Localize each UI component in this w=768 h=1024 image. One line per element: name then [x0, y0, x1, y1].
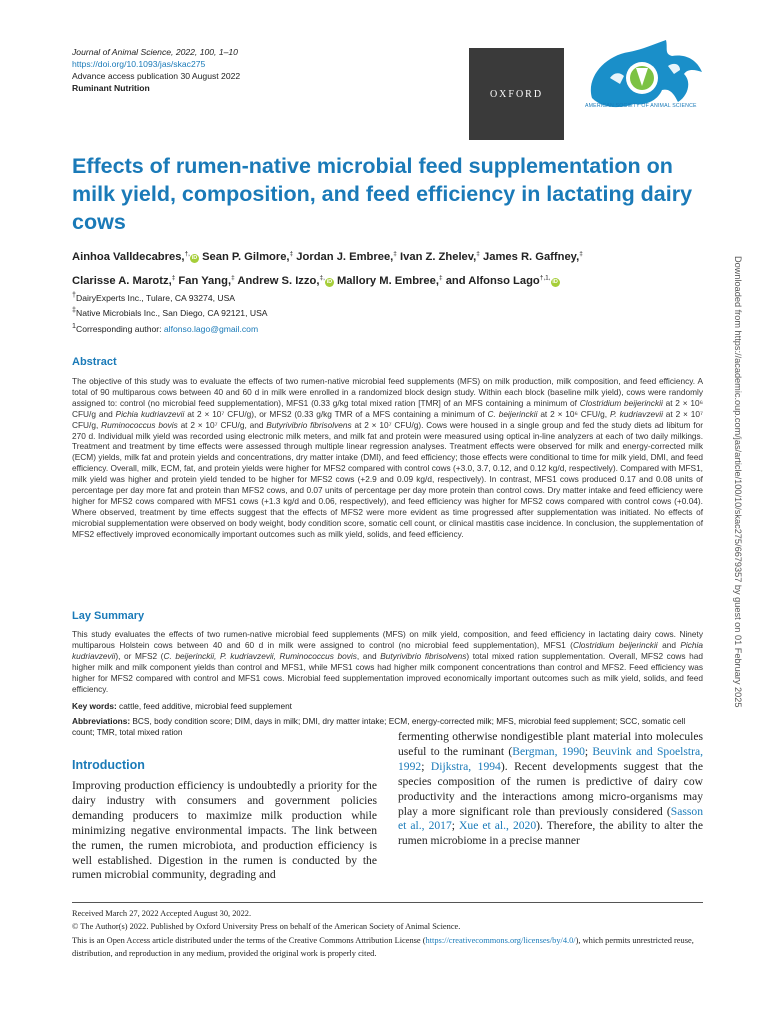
author[interactable]: Ainhoa Valldecabres,†,iD	[72, 250, 198, 263]
section-label: Ruminant Nutrition	[72, 83, 150, 93]
author[interactable]: and Alfonso Lago$^{\dagger,1,}$iD	[445, 274, 558, 288]
society-name: AMERICAN SOCIETY OF ANIMAL SCIENCE	[585, 103, 697, 109]
citation-link[interactable]: Sasson et al., 2017	[398, 804, 703, 833]
abstract-body: The objective of this study was to evaluate the effects of two rumen-native microbial feed supplements (MFS) on milk production, milk composition, and feed efficiency. A total of 90 multiparous cows between 40 and 60 d in milk were enrolled in a randomized block design study. Within each block (baseline milk yield), cows were randomly assigned to: control (no microbial feed supplementation), MFS1 (0.33 g/kg total mixed ration [TMR] of an MFS containing a minimum of Clostridium beijerinckii at 2 × 10⁶ CFU/g and Pichia kudriavzevii at 2 × 10⁷ CFU/g), or MFS2 (0.33 g/kg TMR of a MFS containing a minimum of C. beijerinckii at 2 × 10⁶ CFU/g, P. kudriavzevii at 2 × 10⁷ CFU/g, Ruminococcus bovis at 2 × 10⁷ CFU/g, and Butyrivibrio fibrisolvens at 2 × 10⁷ CFU/g). Cows were housed in a single group and fed the study diets ad libitum for 270 d. Individual milk yield was recorded using electronic milk meters, and milk fat and protein were measured using optical in-line analyzers at each of two daily milkings. Treatment and treatment by time effects were assessed through multiple linear regression analyses. Treatment effects were observed for milk and energy-corrected milk (ECM) yields, milk fat and protein yields and concentrations, dry matter intake (DMI), and feed efficiency; those effects were conditional to time for milk yield, DMI, and feed efficiency. Overall, milk, ECM, fat, and protein yields were higher for MFS2 compared with control cows (+3.0, 3.7, 0.12, and 0.12 kg/d, respectively). Compared with MFS1, milk yield was higher and protein yield tended to be higher for MFS2 cows (+2.9 and 0.09 kg/d, respectively). In contrast, MFS1 cows produced 0.17 and 0.08 units of percentage per day more fat and protein than MFS2 cows, and 0.07 units of percentage per day more protein than control cows. Dry matter intake and feed efficiency were higher for MFS2 cows compared with MFS1 cows (+1.3 kg/d and 0.06, respectively), and feed efficiency was higher for MFS2 cows compared with control cows (+0.04). Where observed, treatment by time effects suggest that the effects of MFS2 were more evident as time progressed after supplementation was initiated. No effects of microbial supplementation were observed on body weight, body condition score, somatic cell count, or clinical mastitis case incidence. In conclusion, the supplementation of MFS2 effectively improved economically important outcomes such as milk yield, solids, and feed efficiency.	[72, 376, 703, 539]
footer-divider	[72, 902, 703, 903]
corresponding-author: $^1$Corresponding author: alfonso.lago@gmail.com	[72, 321, 259, 334]
author[interactable]: Ivan Z. Zhelev,‡	[400, 250, 480, 263]
author[interactable]: Mallory M. Embree,‡	[336, 274, 443, 288]
citation-link[interactable]: Bergman, 1990	[512, 744, 585, 758]
introduction-left-column: Improving production efficiency is undoubtedly a priority for the dairy industry with consumers and government policies demanding producers to maximize milk production while minimizing negative environmental impacts. The link between the rumen, the rumen microbiota, and production efficiency is well established. Digestion in the rumen is conducted by the rumen microbial community, degrading and	[72, 779, 377, 882]
download-notice-text: Downloaded from https://academic.oup.com/jas/article/100/10/skac275/6679357 by guest on 01 February 2025	[733, 256, 743, 708]
article-title: Effects of rumen-native microbial feed supplementation on milk yield, composition, and feed efficiency in lactating dairy cows	[72, 154, 693, 234]
author[interactable]: James R. Gaffney,‡	[483, 250, 583, 263]
oxford-logo	[469, 48, 564, 140]
author[interactable]: Fan Yang,‡	[178, 274, 235, 288]
license-link[interactable]: https://creativecommons.org/licenses/by/4.0/	[425, 935, 576, 945]
author[interactable]: Jordan J. Embree,‡	[296, 250, 397, 263]
affiliation-1: †DairyExperts Inc., Tulare, CA 93274, USA	[72, 291, 236, 303]
citation-link[interactable]: Xue et al., 2020	[459, 819, 537, 833]
oxford-logo-text: OXFORD	[489, 88, 544, 100]
corresponding-email[interactable]: alfonso.lago@gmail.com	[163, 323, 259, 334]
orcid-icon[interactable]: iD	[326, 279, 333, 286]
received-dates: Received March 27, 2022 Accepted August 30, 2022.	[72, 909, 252, 918]
license: This is an Open Access article distributed under the terms of the Creative Commons Attribution License (https://creativecommons.org/licenses/by/4.0/), which permits unrestricted reuse, distribution, and reproduction in any medium, provided the original work is properly cited.	[72, 935, 694, 958]
author[interactable]: Clarisse A. Marotz,‡	[72, 274, 176, 288]
lay-summary-heading: Lay Summary	[72, 610, 145, 622]
copyright: © The Author(s) 2022. Published by Oxford University Press on behalf of the American Society of Animal Science.	[72, 922, 461, 932]
introduction-heading: Introduction	[72, 758, 145, 772]
citation-link[interactable]: Dijkstra, 1994	[430, 759, 501, 773]
orcid-icon[interactable]: iD	[552, 279, 558, 286]
header-meta	[72, 46, 402, 94]
orcid-icon[interactable]: iD	[191, 254, 198, 261]
footer	[72, 907, 703, 960]
affiliations	[72, 289, 712, 335]
download-notice	[733, 256, 755, 1024]
abstract-heading: Abstract	[72, 356, 117, 368]
journal-line: Journal of Animal Science, 2022, 100, 1–10	[72, 47, 238, 57]
author[interactable]: Andrew S. Izzo,‡,iD	[237, 274, 333, 288]
introduction-right-column: fermenting otherwise nondigestible plant material into molecules useful to the ruminant (Bergman, 1990; Beuvink and Spoelstra, 1992; Dijkstra, 1994). Recent developments suggest that the species composition of the rumen is predictive of dairy cow productivity and the interactions among micro-organisms may play a more significant role than previously considered (Sasson et al., 2017; Xue et al., 2020). Therefore, the ability to alter the rumen microbiome in a precise manner	[398, 730, 703, 848]
author[interactable]: Sean P. Gilmore,‡	[202, 250, 294, 263]
citation-link[interactable]: Beuvink and Spoelstra, 1992	[398, 744, 703, 773]
affiliation-2: ‡Native Microbials Inc., San Diego, CA 92121, USA	[72, 306, 268, 319]
author-list	[72, 243, 712, 292]
doi-link[interactable]: https://doi.org/10.1093/jas/skac275	[72, 59, 206, 69]
keywords: Key words: cattle, feed additive, microbial feed supplement	[72, 701, 292, 711]
advance-access: Advance access publication 30 August 2022	[72, 71, 241, 81]
lay-summary-body: This study evaluates the effects of two rumen-native microbial feed supplements (MFS) on milk yield, composition, and feed efficiency in lactating dairy cows. Ninety multiparous Holstein cows between 40 and 60 d in milk were assigned to control (no microbial feed supplementation), MFS1 (Clostridium beijerinckii and Pichia kudriavzevii), or MFS2 (C. beijerinckii, P. kudriavzevii, Ruminococcus bovis, and Butyrivibrio fibrisolvens) total mixed ration supplementation. Overall, MFS2 cows had higher milk and milk component yields than control and MFS1, while MFS1 cows had higher milk component concentrations than control and MFS2. Feed efficiency was higher for MFS2 compared with control and MFS1 cows. Microbial feed supplementation improved economically important outcomes such as milk yield, solids, and feed efficiency.	[72, 629, 703, 694]
abbreviations: Abbreviations: BCS, body condition score; DIM, days in milk; DMI, dry matter intake; ECM, energy-corrected milk; MFS, microbial feed supplement; SCC, somatic cell count; TMR, total mixed ration	[72, 716, 686, 737]
